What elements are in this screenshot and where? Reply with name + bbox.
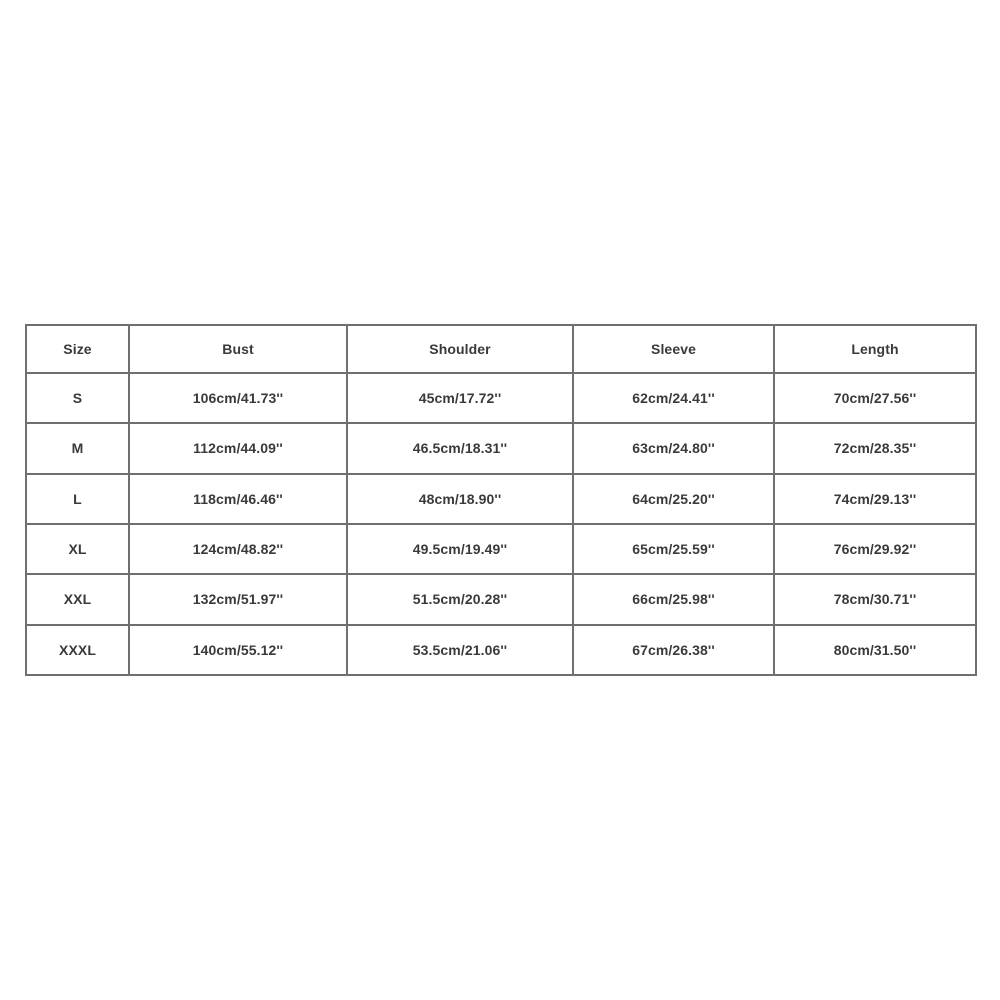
- header-size: Size: [26, 325, 129, 373]
- table-row: [26, 524, 976, 574]
- cell-shoulder: 53.5cm/21.06'': [347, 625, 573, 675]
- cell-size: M: [26, 423, 129, 473]
- cell-size: S: [26, 373, 129, 423]
- cell-size: L: [26, 474, 129, 524]
- cell-size: XL: [26, 524, 129, 574]
- table-row: [26, 574, 976, 624]
- cell-bust: 124cm/48.82'': [129, 524, 347, 574]
- table-row: [26, 625, 976, 675]
- table-row: [26, 373, 976, 423]
- cell-length: 74cm/29.13'': [774, 474, 976, 524]
- cell-size: XXXL: [26, 625, 129, 675]
- cell-length: 72cm/28.35'': [774, 423, 976, 473]
- cell-shoulder: 51.5cm/20.28'': [347, 574, 573, 624]
- cell-length: 70cm/27.56'': [774, 373, 976, 423]
- cell-bust: 118cm/46.46'': [129, 474, 347, 524]
- cell-sleeve: 63cm/24.80'': [573, 423, 774, 473]
- cell-shoulder: 45cm/17.72'': [347, 373, 573, 423]
- header-shoulder: Shoulder: [347, 325, 573, 373]
- header-length: Length: [774, 325, 976, 373]
- cell-length: 76cm/29.92'': [774, 524, 976, 574]
- cell-sleeve: 67cm/26.38'': [573, 625, 774, 675]
- cell-bust: 112cm/44.09'': [129, 423, 347, 473]
- cell-sleeve: 64cm/25.20'': [573, 474, 774, 524]
- cell-bust: 140cm/55.12'': [129, 625, 347, 675]
- table-row: [26, 474, 976, 524]
- cell-bust: 132cm/51.97'': [129, 574, 347, 624]
- cell-length: 78cm/30.71'': [774, 574, 976, 624]
- table-row: [26, 423, 976, 473]
- table-header-row: [26, 325, 976, 373]
- cell-shoulder: 48cm/18.90'': [347, 474, 573, 524]
- cell-shoulder: 46.5cm/18.31'': [347, 423, 573, 473]
- cell-size: XXL: [26, 574, 129, 624]
- header-sleeve: Sleeve: [573, 325, 774, 373]
- cell-sleeve: 66cm/25.98'': [573, 574, 774, 624]
- cell-length: 80cm/31.50'': [774, 625, 976, 675]
- cell-bust: 106cm/41.73'': [129, 373, 347, 423]
- header-bust: Bust: [129, 325, 347, 373]
- cell-shoulder: 49.5cm/19.49'': [347, 524, 573, 574]
- cell-sleeve: 62cm/24.41'': [573, 373, 774, 423]
- size-chart-table: [25, 324, 977, 676]
- cell-sleeve: 65cm/25.59'': [573, 524, 774, 574]
